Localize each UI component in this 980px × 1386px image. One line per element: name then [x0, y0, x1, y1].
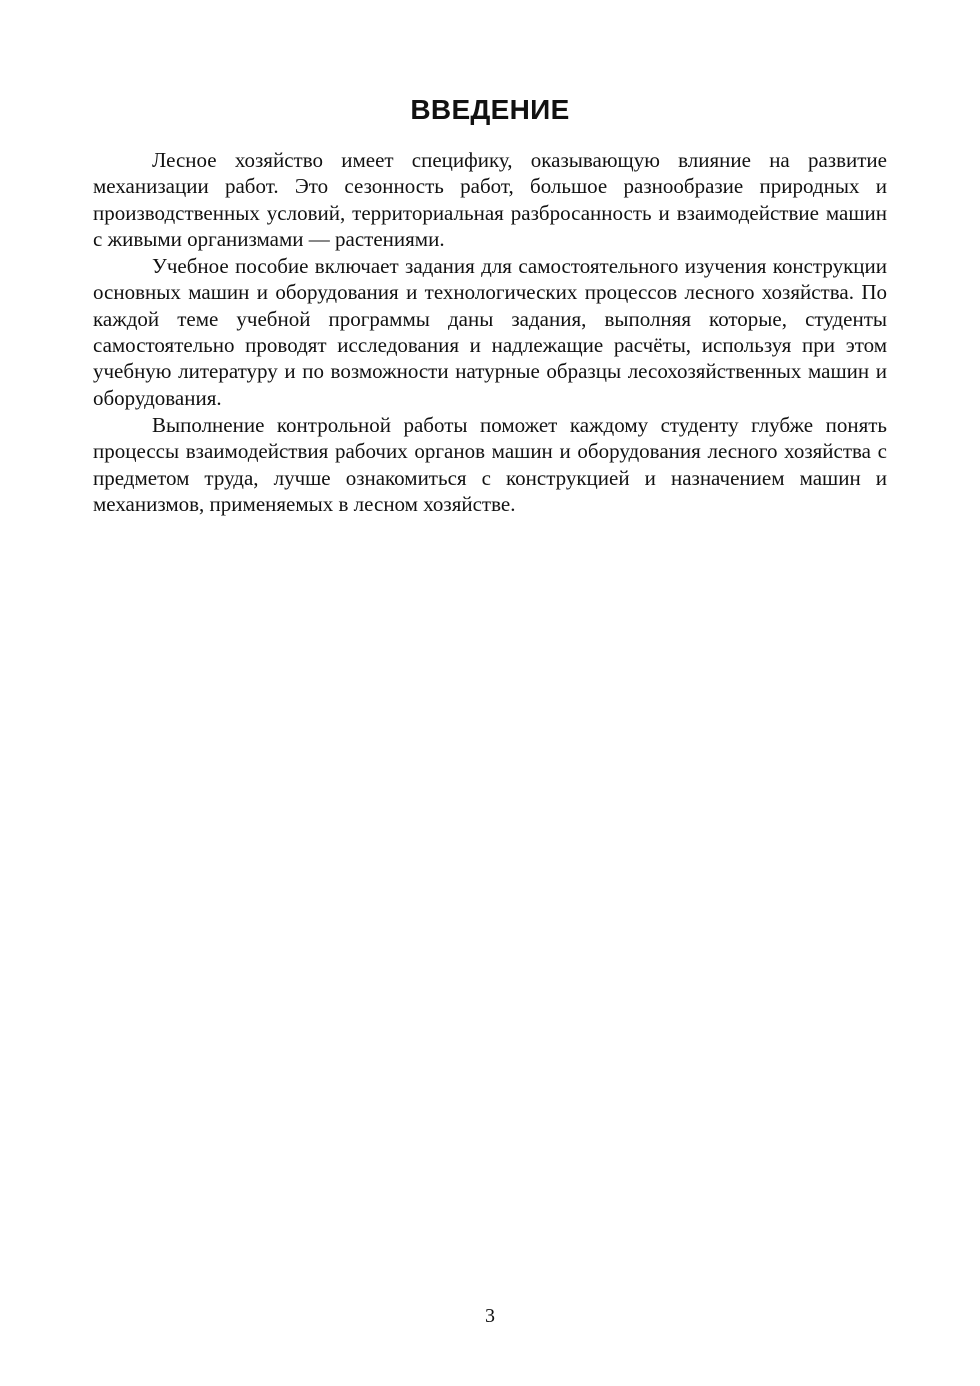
paragraph-1: Лесное хозяйство имеет специфику, оказывающую влияние на развитие механизации работ. Это сезонность работ, большое разнообразие природных и производственных условий, территориальная разбросанность и взаимодействие машин с живыми организмами — растениями. [93, 148, 887, 251]
page-title: ВВЕДЕНИЕ [410, 94, 570, 125]
page-number: 3 [485, 1305, 495, 1327]
paragraph-3: Выполнение контрольной работы поможет каждому студенту глубже понять процессы взаимодействия рабочих органов машин и оборудования лесного хозяйства с предметом труда, лучше ознакомиться с конструкцией и назначением машин и механизмов, применяемых в лесном хозяйстве. [93, 412, 887, 516]
paragraph-2: Учебное пособие включает задания для самостоятельного изучения конструкции основных машин и оборудования и технологических процессов лесного хозяйства. По каждой теме учебной программы даны задания, выполняя которые, студенты самостоятельно проводят исследования и надлежащие расчёты, используя при этом учебную литературу и по возможности натурные образцы лесохозяйственных машин и оборудования. [93, 254, 887, 410]
body-text [93, 147, 887, 518]
